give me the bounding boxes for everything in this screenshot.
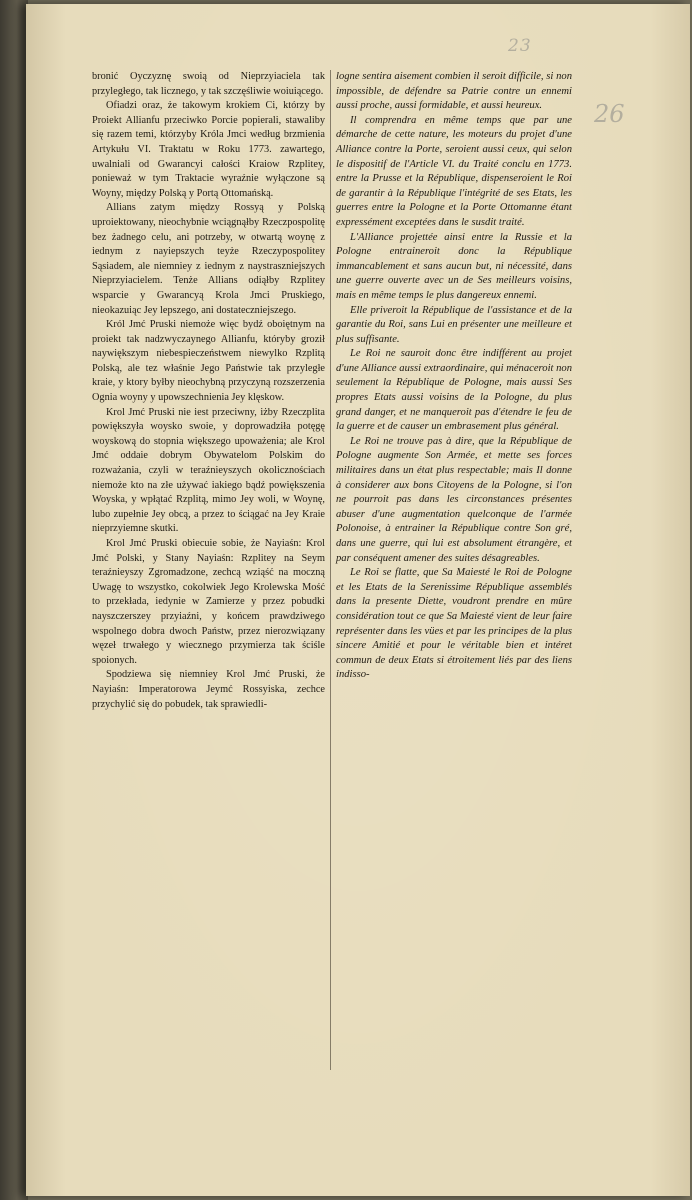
polish-paragraph: bronić Oyczyznę swoią od Nieprzyiaciela tak przyległego, tak licznego, y tak szczęśliwie woiuiącego. [92, 71, 325, 97]
polish-paragraph: Spodziewa się niemniey Krol Jmć Pruski, że Nayiaśn: Imperatorowa Jeymć Rossyiska, zechce przychylić się do pobudek, tak sprawiedli- [92, 669, 325, 710]
polish-paragraph: Krol Jmć Pruski obiecuie sobie, że Nayiaśn: Krol Jmć Polski, y Stany Nayiaśn: Rzplitey na Seym teraźnieyszy Zgromadzone, zechcą wziąść na moczną Uwagę to wszystko, cokolwiek Jego Krolewska Mość to przekłada, iedynie w Zamierze y przez pobudki nayszczerszey przyiaźni, y końcem prawdziwego wspolnego dobra dwoch Państw, przez nierozwiązany węzeł trwałego y wiecznego przymierza tak ściśle spoionych. [92, 538, 325, 666]
pencil-annotation-top: 23 [508, 36, 532, 56]
french-paragraph: Il comprendra en même temps que par une démarche de cette nature, les moteurs du projet d'une Alliance contre la Porte, seroient aussi ceux, qui selon le dispositif de l'Article VI. du Traité conclu en 1773. entre la Prusse et la République, dispenseroient le Roi de garantir à la République l'intégrité de ses Etats, les guerres entre la Pologne et la Porte Ottomanne étant expressément exceptées dans le susdit traité. [336, 114, 572, 228]
binding-edge [0, 0, 28, 1200]
french-paragraph: Elle priveroit la République de l'assistance et de la garantie du Roi, sans Lui en présenter une meilleure et plus suffisante. [336, 304, 572, 345]
pencil-annotation-side: 26 [594, 100, 625, 128]
french-paragraph: logne sentira aisement combien il seroit difficile, si non impossible, de défendre sa Patrie contre un ennemi aussi proche, aussi formidable, et aussi heureux. [336, 71, 572, 112]
polish-paragraph: Ofiadzi oraz, że takowym krokiem Ci, którzy by Proiekt Allianfu przeciwko Porcie popierali, stawaliby się razem temi, którzyby Króla Jmci według brzmienia Artykułu VI. Traktatu w Roku 1773. zawartego, uwalniali od Gwarancyi całości Kraiow Rzplitey, ponieważ w tym Traktacie wyraźnie wyłączone są Woyny, między Polską y Portą Ottomańską. [92, 100, 325, 199]
polish-paragraph: Allians zatym między Rossyą y Polską uproiektowany, nieochybnie wciągnąłby Rzeczpospolitę bez żadnego celu, ani potrzeby, w otwartą woynę z iednym z nayiepszych teyże Rzeczypospolitey Sąsiadem, ale niemniey z iednym z naystraszniejszych Nieprzyiacielem. Tenże Allians odiąłby Rzplitey wsparcie y Gwarancyą Krola Jmci Pruskiego, nieokazuiąc Jey lepszego, ani dostateczniejszego. [92, 202, 325, 316]
french-text-column [336, 70, 572, 683]
french-paragraph: L'Alliance projettée ainsi entre la Russie et la Pologne entraineroit donc la République immancablement et sans aucun but, ni nécessité, dans une guerre ouverte avec un de Ses meilleurs voisins, mais en même temps le plus dangereux ennemi. [336, 231, 572, 301]
french-paragraph: Le Roi ne trouve pas à dire, que la République de Pologne augmente Son Armée, et mette ses forces militaires dans un état plus respectable; mais Il donne à considerer aux bons Citoyens de la Pologne, si l'on ne pourroit pas dans les circonstances présentes abuser d'une augmentation quelconque de l'armée Polonoise, à entrainer la République contre Son gré, dans une guerre, qui lui est absolument étrangère, et par conséquent amener des suites désagreables. [336, 435, 572, 564]
polish-text-column [92, 70, 325, 712]
french-paragraph: Le Roi ne sauroit donc être indifférent au projet d'une Alliance aussi extraordinaire, qui ménaceroit non seulement la République de Pologne, mais aussi Ses propres Etats aussi voisins de la Pologne, du plus grand danger, et ne manqueroit pas d'étendre le feu de la guerre et de causer un embrasement plus général. [336, 348, 572, 433]
column-divider [330, 70, 331, 1070]
polish-paragraph: Krol Jmć Pruski nie iest przeciwny, iżby Rzeczplita powiększyła woysko swoie, y doprowadziła potęgę woyskową do stopnia większego upoważenia; ale Krol Jmć oddaie dobrym Obywatelom Polskim do rozważania, czyli w teraźnieyszych okolicznościach niemoże kto na złe używać iakiego bądź powiększenia Woyska, y wpłątać Rzplitą, mimo Jey woli, w Woynę, lubo zupełnie Jey obcą, a przez to ściągać na Jey Kraie nieprzyiemne skutki. [92, 406, 325, 535]
french-paragraph: Le Roi se flatte, que Sa Maiesté le Roi de Pologne et les Etats de la Serenissime République assemblés dans la presente Diette, voudront prendre en mûre considération tout ce que Sa Maiesté vient de leur faire représenter dans les vües et par les principes de la plus sincere Amitié et pour le véritable bien et intéret commun de deux Etats si étroitement liés par des liens indisso- [336, 567, 572, 681]
polish-paragraph: Król Jmć Pruski niemoże więc bydź oboiętnym na proiekt tak nadzwyczaynego Allianfu, któryby groził naywiększym niebespieczeństwem niewylko Rzplitą Polską, ale tez właśnie Jego Państwie tak przyległe kraie, y ktory byłby nieochybną przyczyną rozszerzenia Ognia woyny y upowszechnienia Jey klęskow. [92, 319, 325, 404]
